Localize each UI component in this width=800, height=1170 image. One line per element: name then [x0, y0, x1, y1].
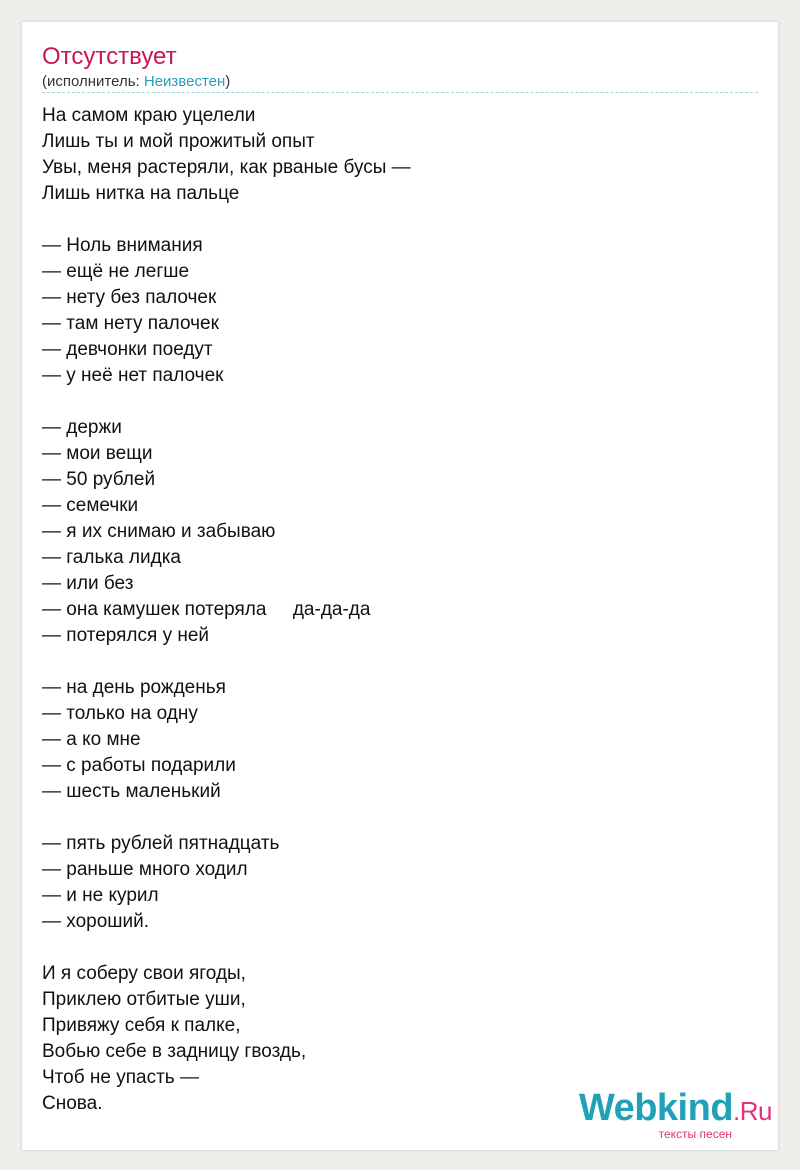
lyrics-card: [22, 22, 778, 1150]
lyric-line: — 50 рублей: [42, 469, 156, 490]
lyric-line: — у неё нет палочек: [42, 365, 224, 386]
lyric-line: Лишь ты и мой прожитый опыт: [42, 131, 315, 152]
site-logo[interactable]: [579, 1089, 772, 1140]
lyric-line: — она камушек потеряла да-да-да: [42, 599, 371, 620]
lyric-line: — только на одну: [42, 703, 198, 724]
stanza-break: [42, 649, 742, 675]
lyric-line: — раньше много ходил: [42, 859, 248, 880]
lyric-line: — семечки: [42, 495, 139, 516]
lyric-line: — потерялся у ней: [42, 625, 210, 646]
lyric-line: Чтоб не упасть —: [42, 1067, 199, 1088]
performer-line: [42, 72, 230, 92]
lyric-line: — там нету палочек: [42, 313, 219, 334]
performer-prefix: (исполнитель:: [42, 73, 144, 90]
logo-wordmark: [579, 1089, 772, 1130]
stanza-break: [42, 207, 742, 233]
performer-link[interactable]: Неизвестен: [143, 73, 226, 90]
lyric-line: — шесть маленький: [42, 781, 221, 802]
logo-domain-suffix: .Ru: [733, 1096, 772, 1126]
song-title: Отсутствует: [42, 43, 177, 70]
lyrics-text: [42, 103, 742, 1117]
lyric-line: На самом краю уцелели: [42, 105, 256, 126]
lyric-line: — я их снимаю и забываю: [42, 521, 276, 542]
lyric-line: — держи: [42, 417, 122, 438]
lyric-line: — ещё не легше: [42, 261, 190, 282]
lyric-line: Вобью себе в задницу гвоздь,: [42, 1041, 307, 1062]
lyric-line: — с работы подарили: [42, 755, 236, 776]
lyric-line: — или без: [42, 573, 134, 594]
lyric-line: Приклею отбитые уши,: [42, 989, 246, 1010]
stanza-break: [42, 389, 742, 415]
lyric-line: Лишь нитка на пальце: [42, 183, 240, 204]
lyric-line: — нету без палочек: [42, 287, 217, 308]
lyric-line: — галька лидка: [42, 547, 182, 568]
lyric-line: — девчонки поедут: [42, 339, 213, 360]
lyric-line: Снова.: [42, 1093, 103, 1114]
lyric-line: — мои вещи: [42, 443, 153, 464]
lyric-line: — на день рожденья: [42, 677, 226, 698]
logo-tagline: тексты песен: [658, 1127, 732, 1141]
lyric-line: Увы, меня растеряли, как рваные бусы —: [42, 157, 411, 178]
performer-suffix: ): [225, 73, 231, 90]
stanza-break: [42, 805, 742, 831]
lyric-line: — а ко мне: [42, 729, 141, 750]
stanza-break: [42, 935, 742, 961]
lyric-line: — Ноль внимания: [42, 235, 203, 256]
lyric-line: Привяжу себя к палке,: [42, 1015, 241, 1036]
logo-main-text: Webkind: [578, 1087, 734, 1129]
lyric-line: И я соберу свои ягоды,: [42, 963, 246, 984]
lyric-line: — и не курил: [42, 885, 159, 906]
title-divider: [42, 92, 758, 93]
lyric-line: — хороший.: [42, 911, 150, 932]
lyric-line: — пять рублей пятнадцать: [42, 833, 280, 854]
